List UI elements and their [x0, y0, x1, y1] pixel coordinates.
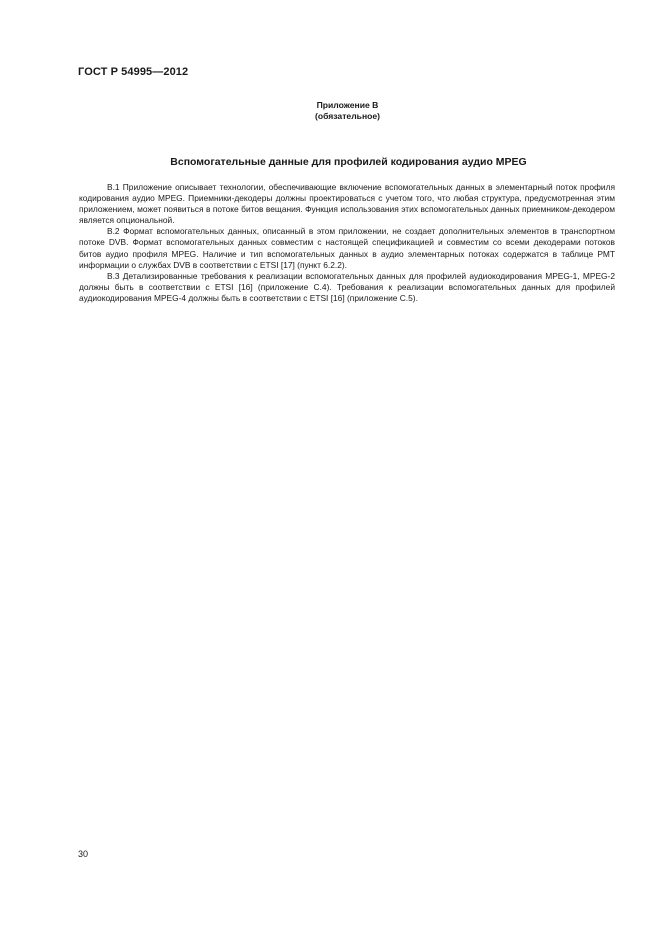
appendix-status: (обязательное)	[314, 110, 381, 121]
paragraph-b1: В.1 Приложение описывает технологии, обеспечивающие включение вспомогательных данных в элементарный поток профиля кодирования аудио MPEG. Приемники-декодеры должны проектироваться с учетом того, что любая структура, предусмотренная этим приложением, может появиться в потоке битов вещания. Функция использования этих вспомогательных данных приемником-декодером является опциональной.	[79, 182, 615, 226]
appendix-heading	[0, 100, 661, 121]
appendix-title	[0, 156, 661, 168]
standard-header: ГОСТ Р 54995—2012	[78, 66, 189, 78]
body-text	[79, 182, 615, 304]
paragraph-b3: В.3 Детализированные требования к реализации вспомогательных данных для профилей аудиокодирования MPEG-1, MPEG-2 должны быть в соответствии с ETSI [16] (приложение С.4). Требования к реализации вспомогательных данных для профилей аудиокодирования MPEG-4 должны быть в соответствии с ETSI [16] (приложение С.5).	[79, 270, 615, 303]
page-number: 30	[78, 849, 89, 859]
appendix-label: Приложение В	[316, 100, 379, 110]
appendix-title-text: Вспомогательные данные для профилей кодирования аудио MPEG	[170, 156, 527, 168]
paragraph-b2: В.2 Формат вспомогательных данных, описанный в этом приложении, не создает дополнительных элементов в транспортном потоке DVB. Формат вспомогательных данных совместим с настоящей спецификацией и совместим со всеми декодерами потоков битов аудио профиля MPEG. Наличие и тип вспомогательных данных в аудио элементарных потоках содержатся в таблице PMT информации о службах DVB в соответствии с ETSI [17] (пункт 6.2.2).	[79, 226, 615, 270]
